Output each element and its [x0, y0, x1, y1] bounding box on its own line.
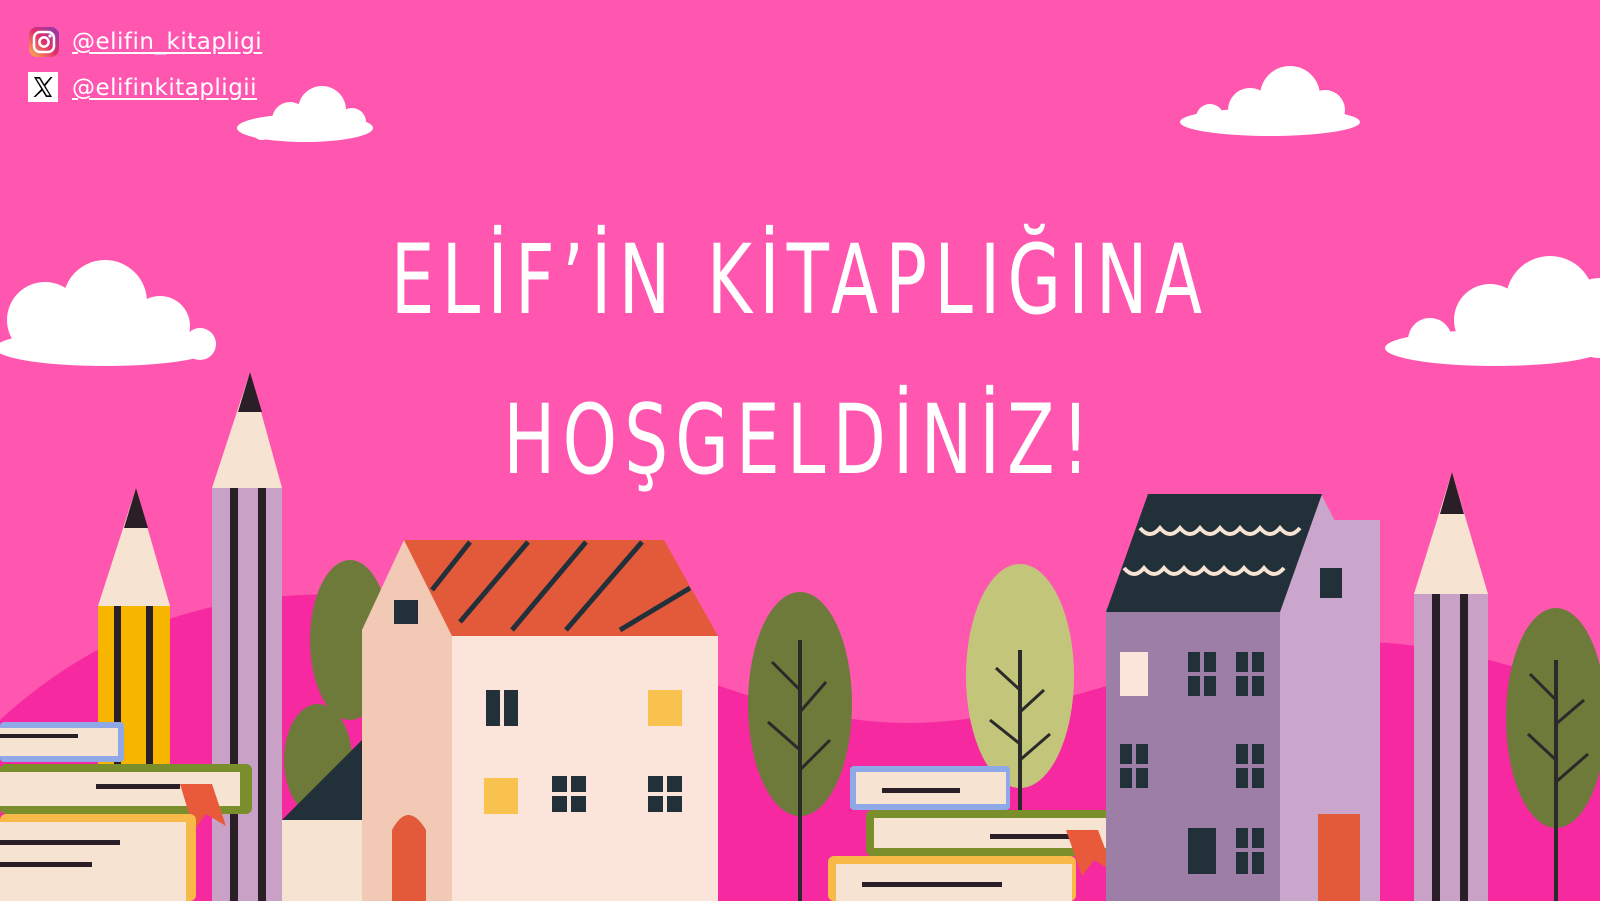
- instagram-handle-row[interactable]: [28, 26, 262, 58]
- cloud-top-right: [1180, 66, 1360, 136]
- cloud-right: [1385, 256, 1600, 366]
- x-handle-row[interactable]: [28, 72, 257, 104]
- instagram-icon: [28, 26, 60, 58]
- welcome-title-line-2: HOŞGELDİNİZ!: [503, 384, 1097, 496]
- pencil-right: [1414, 472, 1488, 901]
- welcome-title-line-1: ELİF’İN KİTAPLIĞINA: [390, 224, 1210, 336]
- cloud-top-left: [237, 86, 373, 142]
- purple-house: [1106, 494, 1380, 901]
- instagram-handle-link[interactable]: @elifin_kitapligi: [72, 29, 263, 55]
- x-handle-link[interactable]: @elifinkitapligii: [72, 75, 258, 101]
- cloud-left: [0, 260, 216, 366]
- peach-house: [362, 540, 718, 901]
- x-twitter-icon: [28, 72, 60, 104]
